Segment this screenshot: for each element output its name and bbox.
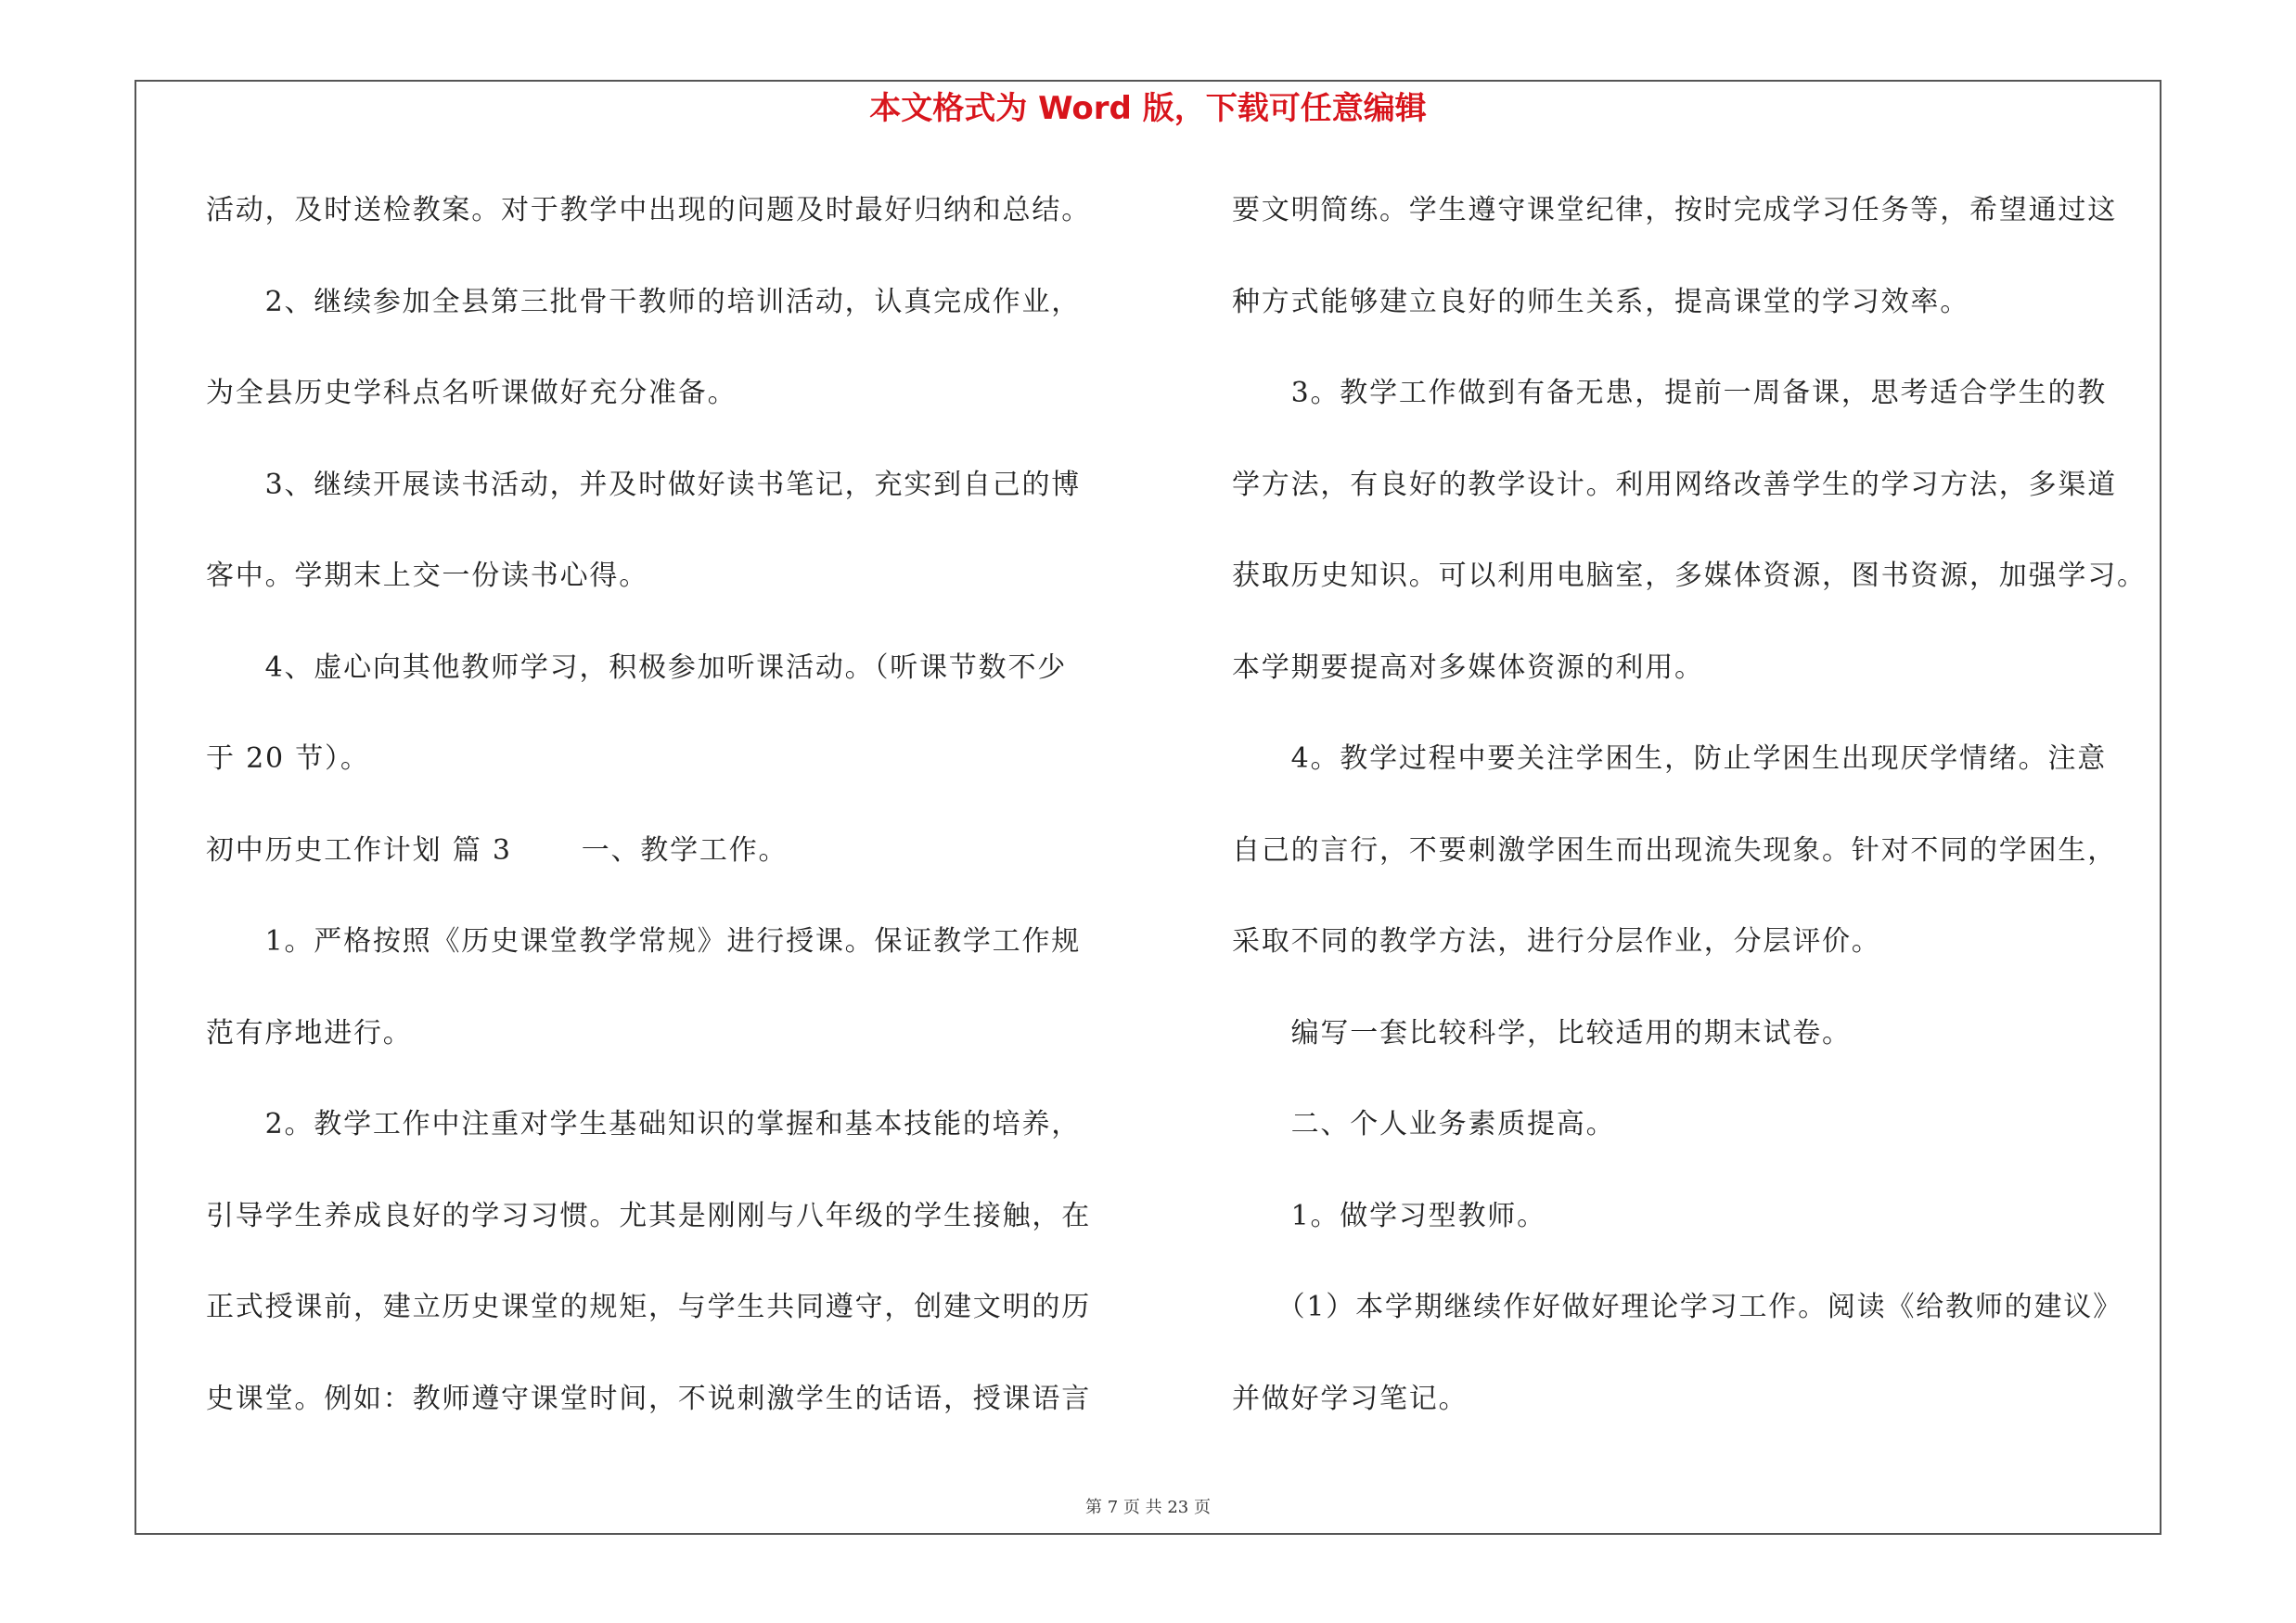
right-column <box>1232 187 2169 1467</box>
text-line: 为全县历史学科点名听课做好充分准备。 <box>206 377 738 409</box>
text-line: 客中。学期末上交一份读书心得。 <box>206 560 648 592</box>
section-heading: 初中历史工作计划 篇 3 一、教学工作。 <box>206 833 789 867</box>
text-line: 活动，及时送检教案。对于教学中出现的问题及时最好归纳和总结。 <box>206 194 1091 226</box>
text-line: 二、个人业务素质提高。 <box>1232 1108 1616 1140</box>
text-line: 要文明简练。学生遵守课堂纪律，按时完成学习任务等，希望通过这 <box>1232 194 2117 226</box>
text-line: 获取历史知识。可以利用电脑室，多媒体资源，图书资源，加强学习。 <box>1232 560 2147 592</box>
header-banner: 本文格式为 Word 版，下载可任意编辑 <box>869 90 1427 127</box>
text-line: 3。教学工作做到有备无患，提前一周备课，思考适合学生的教 <box>1232 377 2108 409</box>
text-line: 种方式能够建立良好的师生关系，提高课堂的学习效率。 <box>1232 285 1969 318</box>
text-line: 2、继续参加全县第三批骨干教师的培训活动，认真完成作业， <box>206 285 1082 318</box>
text-line: 于 20 节）。 <box>206 742 370 775</box>
text-line: 4。教学过程中要关注学困生，防止学困生出现厌学情绪。注意 <box>1232 742 2108 775</box>
text-line: 2。教学工作中注重对学生基础知识的掌握和基本技能的培养， <box>206 1108 1082 1140</box>
text-line: 编写一套比较科学，比较适用的期末试卷。 <box>1232 1016 1852 1050</box>
text-line: 范有序地进行。 <box>206 1016 413 1050</box>
left-column <box>206 187 1134 1467</box>
text-line: 自己的言行，不要刺激学困生而出现流失现象。针对不同的学困生， <box>1232 833 2117 867</box>
text-line: 1。严格按照《历史课堂教学常规》进行授课。保证教学工作规 <box>206 925 1082 958</box>
text-line: （1）本学期继续作好做好理论学习工作。阅读《给教师的建议》 <box>1232 1291 2123 1323</box>
text-line: 并做好学习笔记。 <box>1232 1382 1469 1415</box>
page-number: 第 7 页 共 23 页 <box>1085 1498 1211 1517</box>
text-line: 采取不同的教学方法，进行分层作业，分层评价。 <box>1232 925 1881 958</box>
text-line: 引导学生养成良好的学习习惯。尤其是刚刚与八年级的学生接触，在 <box>206 1199 1091 1232</box>
text-line: 4、虚心向其他教师学习，积极参加听课活动。（听课节数不少 <box>206 650 1068 684</box>
text-line: 1。做学习型教师。 <box>1232 1199 1546 1232</box>
text-line: 3、继续开展读书活动，并及时做好读书笔记，充实到自己的博 <box>206 468 1082 501</box>
text-line: 正式授课前，建立历史课堂的规矩，与学生共同遵守，创建文明的历 <box>206 1291 1091 1323</box>
text-line: 学方法，有良好的教学设计。利用网络改善学生的学习方法，多渠道 <box>1232 468 2117 501</box>
text-line: 本学期要提高对多媒体资源的利用。 <box>1232 650 1704 684</box>
text-line: 史课堂。例如：教师遵守课堂时间，不说刺激学生的话语，授课语言 <box>206 1382 1091 1415</box>
